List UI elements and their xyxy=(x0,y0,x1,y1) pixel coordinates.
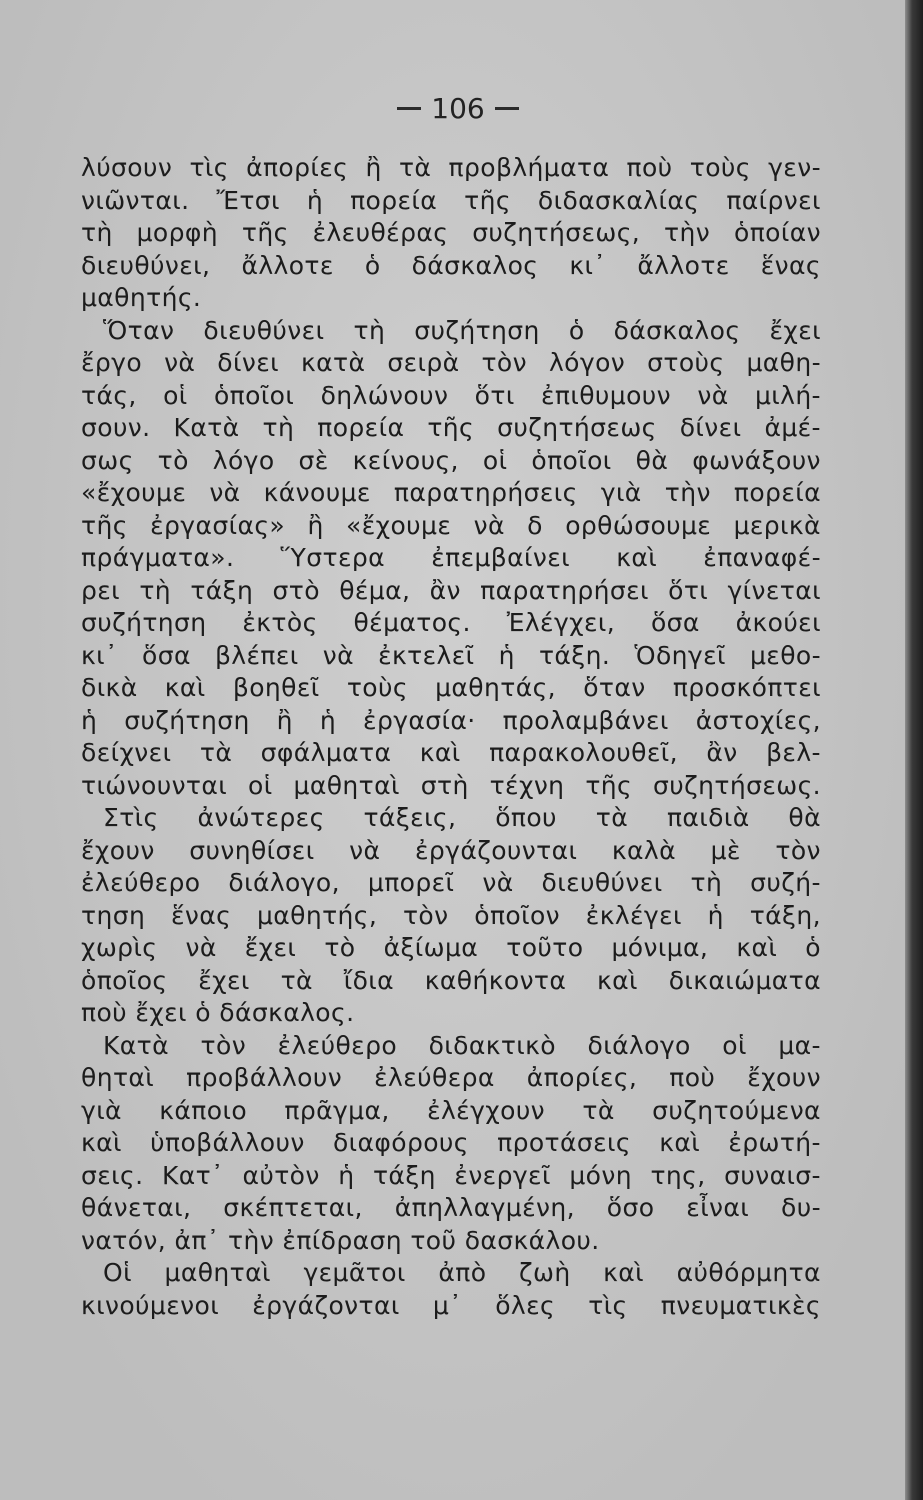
word: πράγματα». xyxy=(81,543,235,572)
word: ὁ xyxy=(568,315,585,345)
word: ὅσα xyxy=(142,640,191,670)
word: διαφόρους xyxy=(332,1128,469,1157)
word: Στὶς xyxy=(103,803,159,832)
word: ἀπορίες, xyxy=(526,1063,638,1092)
word: συζήτηση xyxy=(124,705,250,735)
word: παιδιὰ xyxy=(666,803,750,832)
word: γίνεται xyxy=(727,575,821,605)
word: δείχνει xyxy=(81,738,172,767)
text-line xyxy=(81,997,821,1030)
word: διευθύνει xyxy=(203,315,325,345)
word: μ᾽ xyxy=(432,1290,463,1320)
word: ἡ xyxy=(707,900,724,930)
word: τὴ xyxy=(690,868,723,897)
word: θέμα, xyxy=(339,575,411,605)
word: ὁποίαν xyxy=(734,218,821,247)
word: ἕνας xyxy=(760,250,821,280)
word: ἀπὸ xyxy=(438,1258,487,1287)
word: ἐργάζουνται xyxy=(414,835,578,865)
word: τάξη, xyxy=(749,900,821,930)
word: ποὺ xyxy=(669,1063,716,1092)
page-number-text: 106 xyxy=(431,91,485,125)
word: καὶ xyxy=(597,965,638,995)
word: Ὅταν xyxy=(103,315,175,345)
word: τὰ xyxy=(595,803,629,832)
word: ὁ xyxy=(805,933,821,962)
word: κείνους, xyxy=(352,445,459,475)
word: ἂν xyxy=(706,738,738,767)
word: στὴ xyxy=(420,770,469,800)
text-line xyxy=(81,802,821,835)
text-line xyxy=(81,1095,821,1128)
word: Ἔτσι xyxy=(216,185,280,215)
word: δίνει xyxy=(217,348,279,377)
word: ὁποῖον xyxy=(474,900,561,930)
word: νὰ xyxy=(349,835,381,865)
word: ἐργάζονται xyxy=(252,1290,400,1320)
word: δυ- xyxy=(781,1193,821,1222)
text-line xyxy=(81,380,821,413)
word: μόνη xyxy=(569,1160,632,1190)
word: θὰ xyxy=(788,803,821,832)
word: οἱ xyxy=(163,380,188,410)
word: προβλήματα xyxy=(448,153,610,182)
word: Ὕστερα xyxy=(280,543,386,572)
word: ὅτι xyxy=(668,575,709,605)
word: δίνει xyxy=(679,413,742,442)
word: μορφὴ xyxy=(136,218,219,247)
word: ἔχει xyxy=(198,965,250,995)
word: σειρὰ xyxy=(387,348,460,377)
word: συζήτηση xyxy=(414,315,540,345)
word: μαθητάς, xyxy=(435,673,557,702)
word: ὅτι xyxy=(474,380,515,410)
word: Ἐλέγχει, xyxy=(506,608,616,637)
word: μα- xyxy=(778,1030,821,1060)
word: παρατηρήσει xyxy=(480,575,649,605)
word: ὅπου xyxy=(495,803,557,832)
word: τὰ xyxy=(582,1095,615,1125)
word: «ἔχουμε xyxy=(81,478,187,507)
word: ἡ xyxy=(498,640,515,670)
word: ἂν xyxy=(429,575,461,605)
text-line xyxy=(81,1062,821,1095)
word: ὅλες xyxy=(495,1290,556,1320)
word: ἄλλοτε xyxy=(241,250,334,280)
word: ἔχει xyxy=(244,933,297,962)
word: πορεία xyxy=(350,185,438,215)
word: σως xyxy=(81,445,134,475)
word: θηταὶ xyxy=(81,1063,155,1092)
word: ἢ xyxy=(365,153,382,182)
word: ὁποῖοι xyxy=(213,380,295,410)
page-edge-shadow xyxy=(905,0,923,1500)
word: μὲ xyxy=(710,835,741,865)
word: στοὺς xyxy=(647,348,725,377)
text-line xyxy=(81,315,821,348)
word: πνευματικὲς xyxy=(660,1290,821,1320)
word: συναισ- xyxy=(724,1160,821,1190)
word: κάποιο xyxy=(159,1095,248,1125)
text-line xyxy=(81,835,821,868)
word: μιλή- xyxy=(754,380,821,410)
word: τὸν xyxy=(481,348,527,377)
word: καθήκοντα xyxy=(424,965,567,995)
word: ἐρωτή- xyxy=(728,1128,821,1157)
word: ὅταν xyxy=(583,673,646,702)
word: μαθηταὶ xyxy=(293,770,400,800)
text-line xyxy=(81,1160,821,1193)
word: τὴ xyxy=(353,315,386,345)
word: συζητήσεως, xyxy=(472,218,641,247)
word: ἐπιθυμουν xyxy=(541,380,672,410)
word: Κατ᾽ xyxy=(161,1160,224,1190)
word: ζωὴ xyxy=(518,1258,571,1287)
word: αὐτὸν xyxy=(242,1160,320,1190)
page-number xyxy=(383,88,533,128)
text-line xyxy=(81,412,821,445)
word: τὸν xyxy=(775,835,821,865)
word: της, xyxy=(650,1160,706,1190)
text-line xyxy=(81,217,821,250)
word: νὰ xyxy=(209,478,241,507)
word: σουν. xyxy=(81,413,151,442)
word: ἐνεργεῖ xyxy=(454,1160,551,1190)
text-line xyxy=(81,932,821,965)
word: τὶς xyxy=(189,153,229,182)
word: μαθηταὶ xyxy=(164,1258,271,1287)
word: νὰ xyxy=(482,868,514,897)
word: ὑποβάλλουν xyxy=(150,1128,305,1157)
word: τάξη xyxy=(190,575,254,605)
word: τῆς xyxy=(81,510,128,540)
word: εἶναι xyxy=(686,1193,750,1222)
word: διευθύνει, xyxy=(81,250,211,280)
word: κι᾽ xyxy=(81,640,118,670)
word: ἔχει xyxy=(769,315,821,345)
word: ὁποῖος xyxy=(81,965,168,995)
word: κινούμενοι xyxy=(81,1290,220,1320)
word: τὰ xyxy=(398,153,432,182)
word: Ὁδηγεῖ xyxy=(634,640,726,670)
word: καὶ xyxy=(659,1128,701,1157)
word: ἐλέγχουν xyxy=(427,1095,546,1125)
word: δικαιώματα xyxy=(668,965,821,995)
word: γιὰ xyxy=(81,1095,122,1125)
word: ἡ xyxy=(338,1160,355,1190)
word: ἐπεμβαίνει xyxy=(431,543,571,572)
text-line xyxy=(81,510,821,543)
word: θάνεται, xyxy=(81,1193,192,1222)
word: μαθητής, xyxy=(256,900,378,930)
word: δάσκαλος xyxy=(411,250,539,280)
word: ρει xyxy=(81,575,121,605)
word: ἐλεύθερο xyxy=(81,868,201,897)
word: ἀξίωμα xyxy=(383,933,479,962)
word: ἡ xyxy=(319,705,337,735)
word: μεθο- xyxy=(749,640,821,670)
word: ἐπαναφέ- xyxy=(703,543,821,572)
text-line xyxy=(81,250,821,283)
word: τοῦτο xyxy=(506,933,584,962)
word: διδασκαλίας xyxy=(537,185,700,215)
text-line xyxy=(81,1225,821,1258)
text-line xyxy=(81,672,821,705)
text-line xyxy=(81,607,821,640)
word: ἐργασία· xyxy=(363,705,476,735)
word: ἢ xyxy=(307,510,324,540)
word: τῆς xyxy=(585,770,633,800)
text-line xyxy=(81,965,821,998)
word: νὰ xyxy=(697,380,729,410)
left-dash xyxy=(397,107,421,110)
word: ἀπορίες xyxy=(246,153,349,182)
word: λύσουν xyxy=(81,153,173,182)
word: ἴδια xyxy=(343,965,394,995)
word: αὐθόρμητα xyxy=(676,1258,821,1287)
text-line xyxy=(81,640,821,673)
word: ἐκτελεῖ xyxy=(378,640,475,670)
word: οἱ xyxy=(722,1030,747,1060)
word: τοὺς xyxy=(346,673,408,702)
word: τοὺς xyxy=(689,153,751,182)
text-line xyxy=(81,477,821,510)
word: τὶς xyxy=(588,1290,628,1320)
word: ἡ xyxy=(306,185,324,215)
word: σεις. xyxy=(81,1160,144,1190)
word: διδακτικὸ xyxy=(428,1030,556,1060)
word: θὰ xyxy=(635,445,669,475)
text-line xyxy=(81,347,821,380)
word: καὶ xyxy=(616,543,658,572)
word: καὶ xyxy=(419,738,461,767)
word: συζητούμενα xyxy=(652,1095,821,1125)
word: λόγον xyxy=(548,348,626,377)
word: καὶ xyxy=(164,673,206,702)
word: φωνάξουν xyxy=(692,445,821,475)
word: ἐλεύθερα xyxy=(374,1063,495,1092)
word: Οἱ xyxy=(103,1258,132,1287)
word: συζή- xyxy=(750,868,821,897)
word: ἀκούει xyxy=(735,608,821,637)
word: προτάσεις xyxy=(497,1128,631,1157)
word: οἱ xyxy=(248,770,273,800)
word: ὅσο xyxy=(606,1193,655,1222)
text-line xyxy=(81,705,821,738)
word: κάνουμε xyxy=(263,478,371,507)
word: τηση xyxy=(81,900,146,930)
word: ἐκτὸς xyxy=(242,608,318,637)
word: νιῶνται. xyxy=(81,185,190,215)
word: δηλώνουν xyxy=(320,380,449,410)
word: βελ- xyxy=(766,738,821,767)
word: προσκόπτει xyxy=(672,673,821,702)
word: συνηθίσει xyxy=(189,835,315,865)
word: νὰ xyxy=(185,933,217,962)
text-line xyxy=(81,770,821,803)
text-line xyxy=(81,185,821,218)
word: σφάλματα xyxy=(260,738,392,767)
word: τῆς xyxy=(464,185,511,215)
word: γεν- xyxy=(768,153,821,182)
word: πρᾶγμα, xyxy=(284,1095,390,1125)
word: λόγο xyxy=(212,445,275,475)
word: διευθύνει xyxy=(541,868,663,897)
word: τὸν xyxy=(402,900,449,930)
word: μαθη- xyxy=(746,348,821,377)
word: ἔχουν xyxy=(747,1063,821,1092)
word: τὸν xyxy=(200,1030,247,1060)
text-line xyxy=(81,1127,821,1160)
word: τάξη. xyxy=(538,640,611,670)
word: πορεία xyxy=(317,413,405,442)
word: τὴν xyxy=(664,218,711,247)
word: πορεία xyxy=(733,478,821,507)
word: ὁ xyxy=(364,250,381,280)
word: Κατὰ xyxy=(103,1030,170,1060)
word: τῆς xyxy=(241,218,289,247)
word: τὸ xyxy=(157,445,189,475)
word: ὁποῖοι xyxy=(531,445,612,475)
word: διάλογο xyxy=(587,1030,691,1060)
word: χωρὶς xyxy=(81,933,158,962)
word: ὅσα xyxy=(650,608,700,637)
word: ἄλλοτε xyxy=(637,250,730,280)
word: διάλογο, xyxy=(228,868,340,897)
word: ἀπηλλαγμένη, xyxy=(394,1193,575,1222)
word: γεμᾶτοι xyxy=(303,1258,406,1287)
word: τῆς xyxy=(427,413,475,442)
word: ορθώσουμε xyxy=(565,510,712,540)
word: βλέπει xyxy=(214,640,299,670)
text-line xyxy=(81,445,821,478)
text-line xyxy=(81,1192,821,1225)
word: ποὺ xyxy=(626,153,673,182)
word: μερικὰ xyxy=(733,510,821,540)
word: νὰ xyxy=(473,510,505,540)
word: δ xyxy=(527,510,543,540)
word: ἔργο xyxy=(81,348,143,377)
word: τὴ xyxy=(262,413,295,442)
word: ποὺ ἔχει ὁ δάσκαλος. xyxy=(81,998,355,1027)
word: τὰ xyxy=(280,965,313,995)
word: τάξεις, xyxy=(363,803,457,832)
word: ἀνώτερες xyxy=(197,803,325,832)
word: ἐλευθέρας xyxy=(312,218,449,247)
word: βοηθεῖ xyxy=(232,673,320,702)
word: τάς, xyxy=(81,380,137,410)
text-line xyxy=(81,1290,821,1323)
word: κατὰ xyxy=(300,348,366,377)
word: οἱ xyxy=(482,445,508,475)
text-line xyxy=(81,575,821,608)
word: ἐλεύθερο xyxy=(277,1030,398,1060)
word: καὶ xyxy=(736,933,778,962)
text-line xyxy=(81,282,821,315)
text-line xyxy=(81,1030,821,1063)
word: ἔχουν xyxy=(81,835,155,865)
word: ἕνας xyxy=(170,900,232,930)
word: μόνιμα, xyxy=(611,933,709,962)
word: ἀστοχίες, xyxy=(695,705,821,735)
word: τιώνουνται xyxy=(81,770,228,800)
word: ἐκλέγει xyxy=(585,900,682,930)
text-line xyxy=(81,867,821,900)
word: τὴν xyxy=(664,478,711,507)
word: ἡ xyxy=(81,705,98,735)
word: ἀμέ- xyxy=(764,413,821,442)
word: κι᾽ xyxy=(569,250,607,280)
word: γιὰ xyxy=(600,478,642,507)
word: καὶ xyxy=(81,1128,122,1157)
word: νὰ xyxy=(322,640,354,670)
text-line xyxy=(81,900,821,933)
text-line xyxy=(81,737,821,770)
word: συζητήσεως. xyxy=(653,770,821,800)
word: δάσκαλος xyxy=(613,315,741,345)
word: παρακολουθεῖ, xyxy=(489,738,678,767)
text-line xyxy=(81,152,821,185)
word: «ἔχουμε xyxy=(346,510,452,540)
word: ἢ xyxy=(276,705,293,735)
word: σκέπτεται, xyxy=(223,1193,363,1222)
word: προβάλλουν xyxy=(186,1063,343,1092)
word: μπορεῖ xyxy=(367,868,455,897)
word: τὰ xyxy=(199,738,233,767)
word: τὴ xyxy=(81,218,113,247)
body-text xyxy=(81,152,821,1322)
text-line xyxy=(81,542,821,575)
word: τὸ xyxy=(324,933,356,962)
word: μαθητής. xyxy=(81,283,202,312)
word: τὴ xyxy=(139,575,172,605)
word: Κατὰ xyxy=(173,413,240,442)
text-line xyxy=(81,1257,821,1290)
word: καὶ xyxy=(603,1258,645,1287)
word: παίρνει xyxy=(726,185,821,215)
word: νὰ xyxy=(164,348,196,377)
word: τέχνη xyxy=(489,770,565,800)
word: τάξη xyxy=(372,1160,436,1190)
word: νατόν, ἀπ᾽ τὴν ἐπίδραση τοῦ δασκάλου. xyxy=(81,1225,600,1255)
word: παρατηρήσεις xyxy=(393,478,578,507)
word: σὲ xyxy=(298,445,329,475)
right-dash xyxy=(495,107,519,110)
word: στὸ xyxy=(272,575,320,605)
word: προλαμβάνει xyxy=(502,705,669,735)
word: καλὰ xyxy=(611,835,677,865)
word: θέματος. xyxy=(353,608,471,637)
word: ἐργασίας» xyxy=(150,510,286,540)
word: συζήτηση xyxy=(81,608,207,637)
word: δικὰ xyxy=(81,673,138,702)
word: συζητήσεως xyxy=(497,413,657,442)
